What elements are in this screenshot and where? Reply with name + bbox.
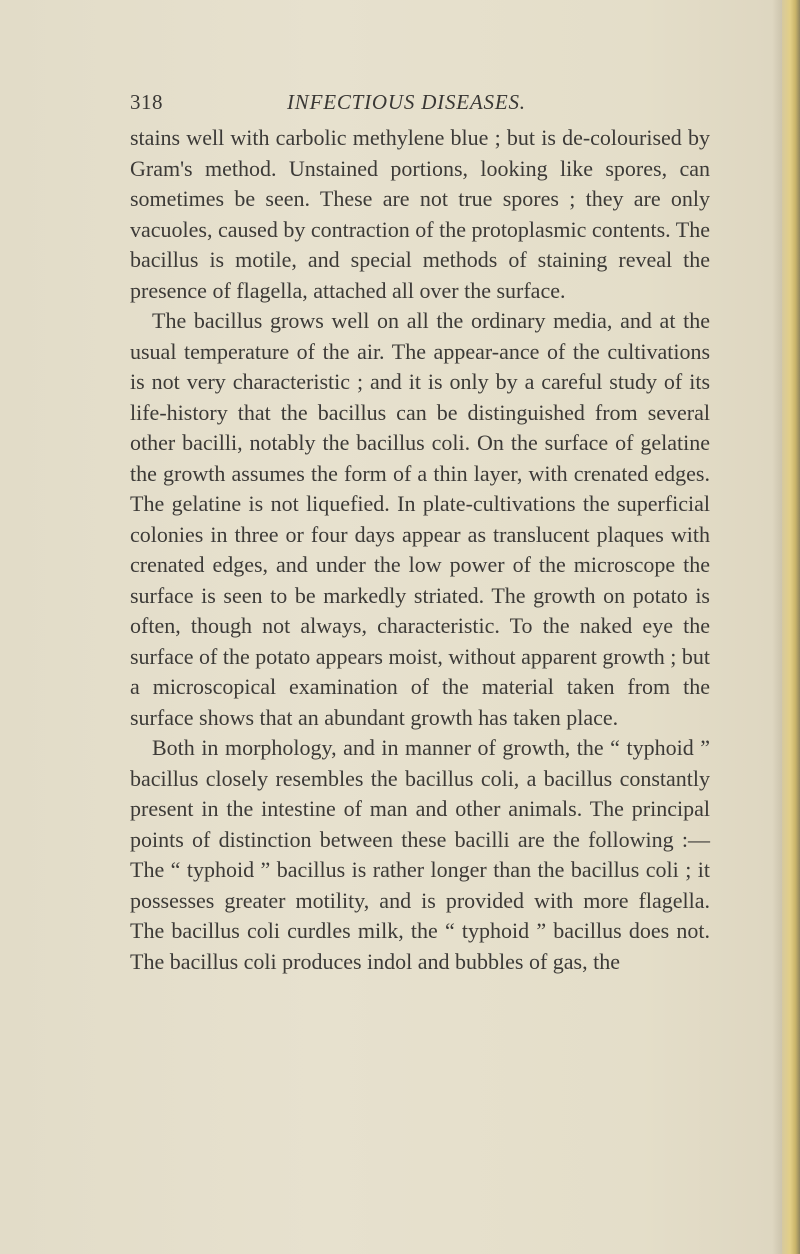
body-text xyxy=(130,123,710,977)
paragraph-cultivation: The bacillus grows well on all the ordinary media, and at the usual temperature of the air. The appear-ance of the cultivations is not very characteristic ; and it is only by a careful study of its life-history that the bacillus can be distinguished from several other bacilli, notably the bacillus coli. On the surface of gelatine the growth assumes the form of a thin layer, with crenated edges. The gelatine is not liquefied. In plate-cultivations the superficial colonies in three or four days appear as translucent plaques with crenated edges, and under the low power of the microscope the surface is seen to be markedly striated. The growth on potato is often, though not always, characteristic. To the naked eye the surface of the potato appears moist, without apparent growth ; but a microscopical examination of the material taken from the surface shows that an abundant growth has taken place. xyxy=(130,308,710,730)
paragraph-comparison: Both in morphology, and in manner of growth, the “ typhoid ” bacillus closely resembles the bacillus coli, a bacillus constantly present in the intestine of man and other animals. The principal points of distinction between these bacilli are the following :—The “ typhoid ” bacillus is rather longer than the bacillus coli ; it possesses greater motility, and is provided with more flagella. The bacillus coli curdles milk, the “ typhoid ” bacillus does not. The bacillus coli produces indol and bubbles of gas, the xyxy=(130,735,710,974)
paragraph-staining: stains well with carbolic methylene blue ; but is de-colourised by Gram's method. Unstained portions, looking like spores, can sometimes be seen. These are not true spores ; they are only vacuoles, caused by contraction of the protoplasmic contents. The bacillus is motile, and special methods of staining reveal the presence of flagella, attached all over the surface. xyxy=(130,125,710,303)
page-edge xyxy=(782,0,800,1254)
running-title: INFECTIOUS DISEASES. xyxy=(287,90,526,114)
running-head xyxy=(130,90,770,120)
page-number: 318 xyxy=(130,90,163,114)
page-gutter-shadow xyxy=(772,0,782,1254)
